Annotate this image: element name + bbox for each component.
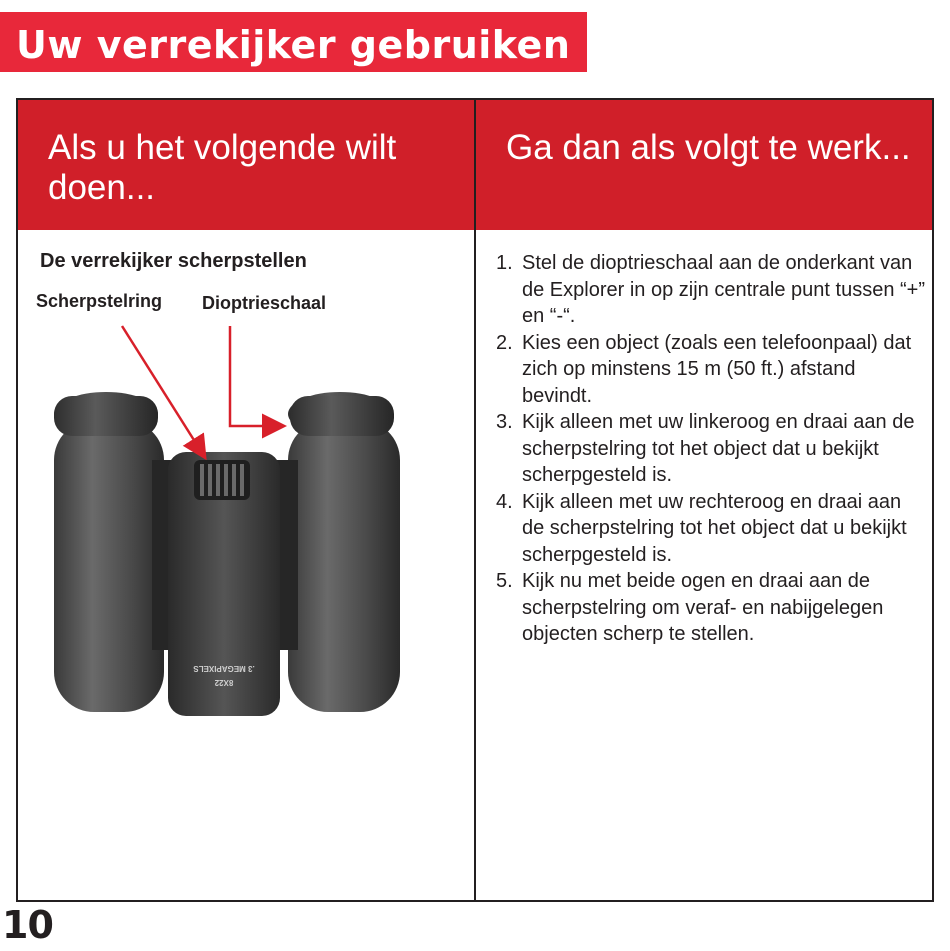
right-column-heading: Ga dan als volgt te werk... [506,128,911,167]
binoculars-illustration [18,100,474,900]
left-column-heading: Als u het volgende wilt doen... [48,128,397,207]
center-hinge [168,452,280,716]
right-barrel [288,392,400,712]
body-print-1: 8X22 [214,678,234,687]
instruction-steps [496,250,926,648]
list-item: 5. Kijk nu met beide ogen en draai aan de scherpstelring om veraf- en nabijgelegen objecten scherp te stellen. [496,570,884,645]
list-item: 2. Kies een object (zoals een telefoonpaal) dat zich op minstens 15 m (50 ft.) afstand bevindt. [496,331,912,407]
page-number: 10 [2,903,53,947]
page-title: Uw verrekijker gebruiken [16,23,571,67]
diopter-label: Dioptrieschaal [202,293,327,313]
list-item: 1. Stel de dioptrieschaal aan de onderkant van de Explorer in op zijn centrale punt tussen “+” en “-“. [496,252,925,327]
title-banner [0,12,587,72]
diopter-arrow [230,326,282,426]
left-barrel [54,392,164,712]
body-print-2: .3 MEGAPIXELS [193,664,255,673]
instruction-table [16,98,934,902]
column-divider [474,100,476,900]
focus-ring-label: Scherpstelring [36,291,163,311]
list-item: 3. Kijk alleen met uw linkeroog en draai aan de scherpstelring tot het object dat u bekijkt scherpgesteld is. [496,411,915,486]
focus-subheading: De verrekijker scherpstellen [40,250,307,272]
list-item: 4. Kijk alleen met uw rechteroog en draai aan de scherpstelring tot het object dat u bekijkt scherpgesteld is. [496,490,907,566]
